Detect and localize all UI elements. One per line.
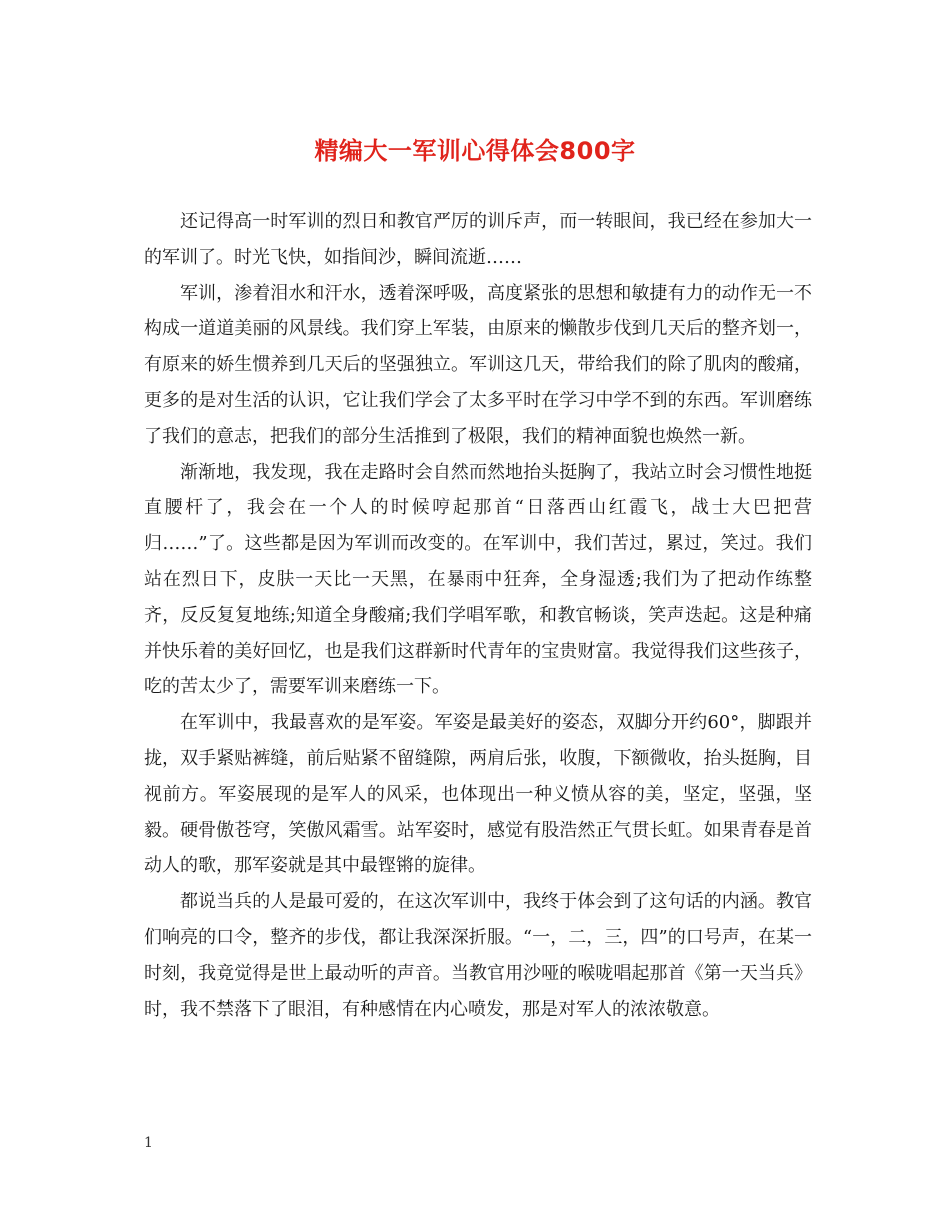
paragraph-2: 军训，渗着泪水和汗水，透着深呼吸，高度紧张的思想和敏捷有力的动作无一不构成一道道美丽的风景线。我们穿上军装，由原来的懒散步伐到几天后的整齐划一，有原来的娇生惯养到几天后的坚强独立。军训这几天，带给我们的除了肌肉的酸痛，更多的是对生活的认识，它让我们学会了太多平时在学习中学不到的东西。军训磨练了我们的意志，把我们的部分生活推到了极限，我们的精神面貌也焕然一新。 bbox=[144, 282, 812, 447]
paragraph-4: 在军训中，我最喜欢的是军姿。军姿是最美好的姿态，双脚分开约60°，脚跟并拢，双手紧贴裤缝，前后贴紧不留缝隙，两肩后张，收腹，下额微收，抬头挺胸，目视前方。军姿展现的是军人的风采，也体现出一种义愤从容的美，坚定，坚强，坚毅。硬骨傲苍穹，笑傲风霜雪。站军姿时，感觉有股浩然正气贯长虹。如果青春是首动人的歌，那军姿就是其中最铿锵的旋律。 bbox=[144, 712, 812, 877]
document-title: 精编大一军训心得体会800字 bbox=[314, 137, 636, 165]
page-number: 1 bbox=[144, 1135, 153, 1151]
paragraph-5: 都说当兵的人是最可爱的，在这次军训中，我终于体会到了这句话的内涵。教官们响亮的口令，整齐的步伐，都让我深深折服。“一，二，三，四”的口号声，在某一时刻，我竟觉得是世上最动听的声音。当教官用沙哑的喉咙唱起那首《第一天当兵》时，我不禁落下了眼泪，有种感情在内心喷发，那是对军人的浓浓敬意。 bbox=[144, 891, 812, 1020]
paragraph-3: 渐渐地，我发现，我在走路时会自然而然地抬头挺胸了，我站立时会习惯性地挺直腰杆了，我会在一个人的时候哼起那首“日落西山红霞飞，战士大巴把营归……”了。这些都是因为军训而改变的。在军训中，我们苦过，累过，笑过。我们站在烈日下，皮肤一天比一天黑，在暴雨中狂奔，全身湿透;我们为了把动作练整齐，反反复复地练;知道全身酸痛;我们学唱军歌，和教官畅谈，笑声迭起。这是种痛并快乐着的美好回忆，也是我们这群新时代青年的宝贵财富。我觉得我们这些孩子，吃的苦太少了，需要军训来磨练一下。 bbox=[144, 461, 812, 698]
document-body bbox=[144, 204, 812, 1027]
paragraph-1: 还记得高一时军训的烈日和教官严厉的训斥声，而一转眼间，我已经在参加大一的军训了。时光飞快，如指间沙，瞬间流逝…… bbox=[144, 211, 812, 268]
